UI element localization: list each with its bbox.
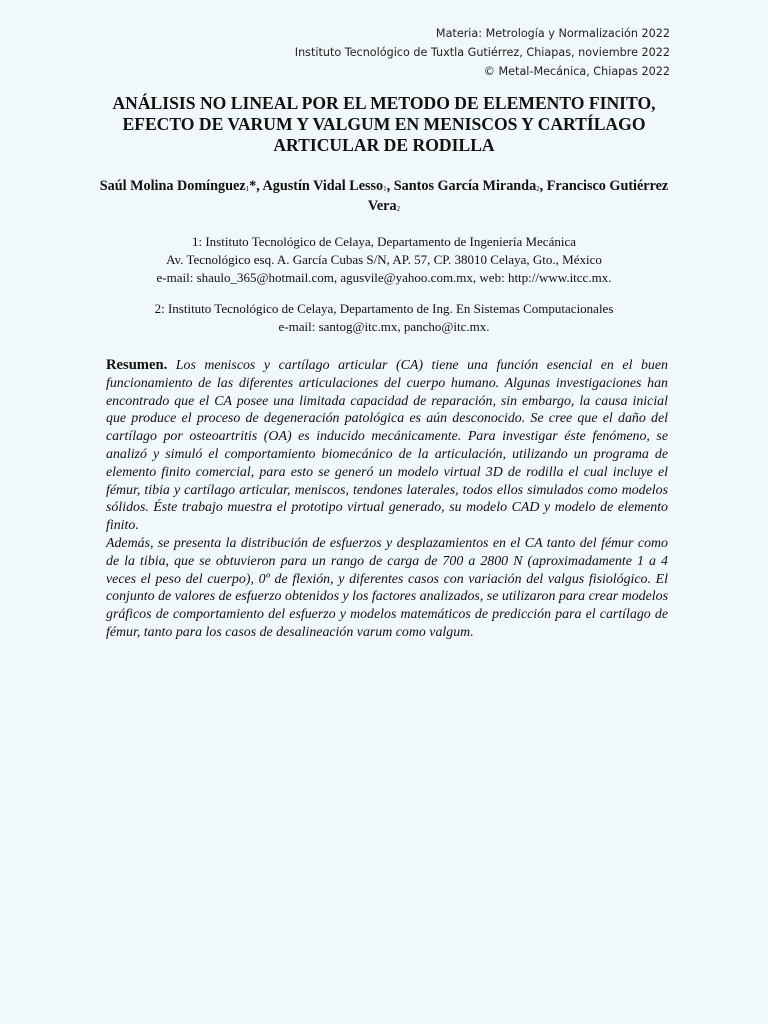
header-institute-line: Instituto Tecnológico de Tuxtla Gutiérrez, Chiapas, noviembre 2022	[294, 46, 670, 59]
affiliation-2	[90, 300, 678, 336]
author-affiliation-mark: 2	[396, 205, 401, 213]
abstract-text-1: Los meniscos y cartílago articular (CA) tiene una función esencial en el buen funcionamiento de las diferentes articulaciones del cuerpo humano. Algunas investigaciones han encontrado que el CA posee una limitada capacidad de reparación, sin embargo, la causa inicial que produce el proceso de degeneración patológica es aún desconocido. Se cree que el daño del cartílago por osteoartritis (OA) es inducido mecánicamente. Para investigar éste fenómeno, se analizó y simuló el comportamiento biomecánico de la articulación, utilizando un programa de elemento finito comercial, para esto se generó un modelo virtual 3D de rodilla el cual incluye el fémur, tibia y cartílago articular, meniscos, tendones laterales, todos ellos simulados como modelos sólidos. Éste trabajo muestra el prototipo virtual generado, su modelo CAD y modelo de elemento finito.	[106, 358, 668, 534]
author-name: Saúl Molina Domínguez	[99, 178, 246, 194]
abstract-label: Resumen.	[106, 357, 168, 373]
author-affiliation-mark: 2	[536, 185, 540, 193]
abstract-text-2: Además, se presenta la distribución de esfuerzos y desplazamientos en el CA tanto del fémur como de la tibia, que se obtuvieron para un rango de carga de 700 a 2800 N (aproximadamente 1 a 4 veces el peso del cuerpo), 0º de flexión, y diferentes casos con variación del valgus fisiológico. El conjunto de valores de esfuerzo obtenidos y los factores analizados, se utilizaron para crear modelos gráficos de comportamiento del esfuerzo y modelos matemáticos de predicción para el cartílago de fémur, tanto para los casos de desalineación varum como valgum.	[106, 535, 668, 640]
abstract-paragraph-2	[106, 535, 668, 642]
header-copyright-line: © Metal-Mecánica, Chiapas 2022	[483, 65, 670, 78]
author-name: Agustín Vidal Lesso	[262, 178, 384, 194]
author-name: Francisco Gutiérrez Vera	[367, 178, 669, 214]
running-header	[295, 24, 670, 81]
affiliation-2-contact: e-mail: santog@itc.mx, pancho@itc.mx.	[278, 319, 490, 334]
author-separator: ,	[539, 178, 547, 194]
affiliation-1-address: Av. Tecnológico esq. A. García Cubas S/N, AP. 57, CP. 38010 Celaya, Gto., México	[166, 252, 602, 267]
author-separator: ,	[386, 178, 394, 194]
header-course-line: Materia: Metrología y Normalización 2022	[435, 27, 670, 40]
author-separator: *,	[249, 178, 263, 194]
affiliation-1-institution: 1: Instituto Tecnológico de Celaya, Departamento de Ingeniería Mecánica	[191, 234, 576, 249]
author-name: Santos García Miranda	[393, 178, 537, 194]
affiliation-1-contact: e-mail: shaulo_365@hotmail.com, agusvile@yahoo.com.mx, web: http://www.itcc.mx.	[156, 270, 612, 285]
author-affiliation-mark: 1	[245, 185, 250, 193]
author-list	[90, 176, 678, 216]
affiliation-1	[90, 233, 678, 287]
paper-title: ANÁLISIS NO LINEAL POR EL METODO DE ELEMENTO FINITO, EFECTO DE VARUM Y VALGUM EN MENISCOS Y CARTÍLAGO ARTICULAR DE RODILLA	[112, 93, 656, 155]
abstract-paragraph-1	[106, 357, 668, 535]
abstract	[106, 357, 668, 642]
author-affiliation-mark: 1	[383, 185, 387, 193]
affiliation-2-institution: 2: Instituto Tecnológico de Celaya, Departamento de Ing. En Sistemas Computacionales	[154, 301, 614, 316]
